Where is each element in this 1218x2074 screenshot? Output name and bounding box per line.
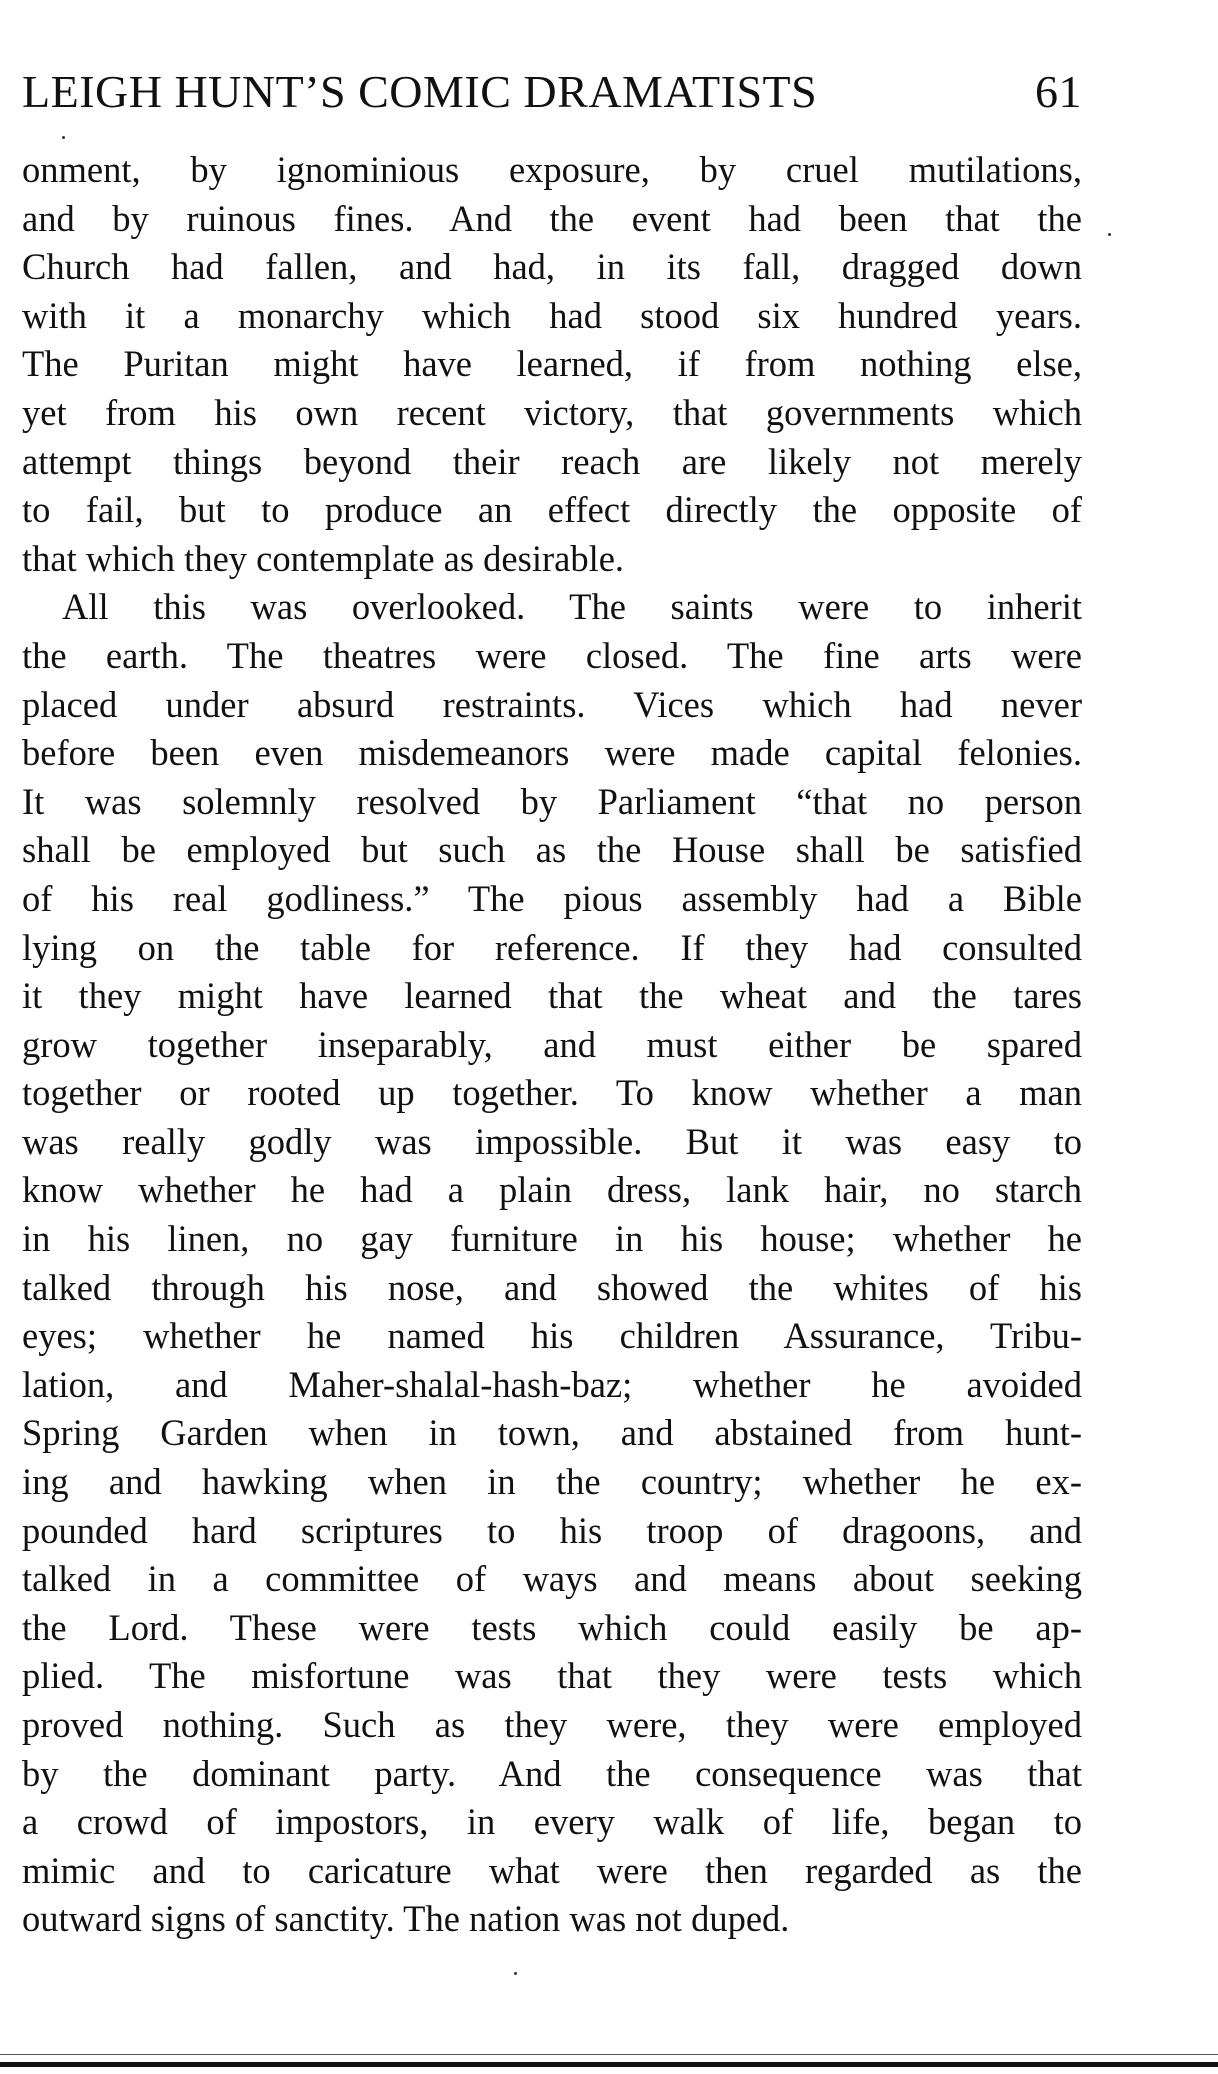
text-line: yet from his own recent victory, that governments which [22, 391, 1082, 433]
print-speck [1108, 233, 1111, 236]
text-line: grow together inseparably, and must either be spared [22, 1023, 1082, 1065]
text-line: was really godly was impossible. But it was easy to [22, 1120, 1082, 1162]
text-line: together or rooted up together. To know whether a man [22, 1072, 1082, 1114]
text-line: with it a monarchy which had stood six hundred years. [22, 294, 1082, 336]
text-line: eyes; whether he named his children Assurance, Tribu- [22, 1315, 1082, 1357]
text-line: pounded hard scriptures to his troop of dragoons, and [22, 1509, 1082, 1551]
text-line: a crowd of impostors, in every walk of life, began to [22, 1801, 1082, 1843]
text-line: outward signs of sanctity. The nation was not duped. [22, 1898, 790, 1940]
text-line: that which they contemplate as desirable. [22, 537, 625, 579]
text-line: the earth. The theatres were closed. The fine arts were [22, 634, 1082, 676]
text-line: The Puritan might have learned, if from nothing else, [22, 343, 1082, 385]
paragraph-2 [22, 583, 1082, 1944]
text-line: proved nothing. Such as they were, they were employed [22, 1704, 1082, 1745]
page-number: 61 [1035, 66, 1082, 117]
text-line: ing and hawking when in the country; whether he ex- [22, 1461, 1082, 1503]
text-line: by the dominant party. And the consequence was that [22, 1752, 1082, 1794]
running-head [22, 62, 1082, 122]
paragraph-1 [22, 146, 1082, 583]
running-head-title: LEIGH HUNT’S COMIC DRAMATISTS [22, 66, 818, 117]
text-line: talked in a committee of ways and means about seeking [22, 1558, 1082, 1600]
text-line: the Lord. These were tests which could easily be ap- [22, 1606, 1082, 1648]
text-line: it they might have learned that the wheat and the tares [22, 975, 1082, 1017]
text-line: attempt things beyond their reach are likely not merely [22, 440, 1082, 482]
text-line: in his linen, no gay furniture in his house; whether he [22, 1218, 1082, 1260]
text-line: mimic and to caricature what were then regarded as the [22, 1849, 1082, 1891]
text-line: and by ruinous fines. And the event had been that the [22, 197, 1082, 239]
print-speck [514, 1972, 517, 1975]
body-text [22, 146, 1082, 1944]
text-line: talked through his nose, and showed the whites of his [22, 1266, 1082, 1308]
text-line: lation, and Maher-shalal-hash-baz; whether he avoided [22, 1363, 1082, 1405]
text-line: shall be employed but such as the House shall be satisfied [22, 829, 1082, 871]
text-line: before been even misdemeanors were made capital felonies. [22, 732, 1082, 774]
text-line: All this was overlooked. The saints were to inherit [62, 586, 1082, 628]
page-edge-line [0, 2054, 1218, 2055]
text-line: know whether he had a plain dress, lank hair, no starch [22, 1169, 1082, 1211]
text-line: Spring Garden when in town, and abstained from hunt- [22, 1412, 1082, 1454]
text-line: Church had fallen, and had, in its fall, dragged down [22, 246, 1082, 288]
page-edge-rule [0, 2062, 1218, 2067]
text-line: It was solemnly resolved by Parliament “that no person [22, 780, 1082, 822]
text-line: onment, by ignominious exposure, by cruel mutilations, [22, 149, 1082, 190]
text-line: to fail, but to produce an effect directly the opposite of [22, 489, 1082, 531]
text-line: placed under absurd restraints. Vices which had never [22, 683, 1082, 725]
text-line: of his real godliness.” The pious assembly had a Bible [22, 877, 1082, 919]
text-line: plied. The misfortune was that they were tests which [22, 1655, 1082, 1697]
print-speck [62, 136, 65, 139]
text-line: lying on the table for reference. If they had consulted [22, 926, 1082, 968]
